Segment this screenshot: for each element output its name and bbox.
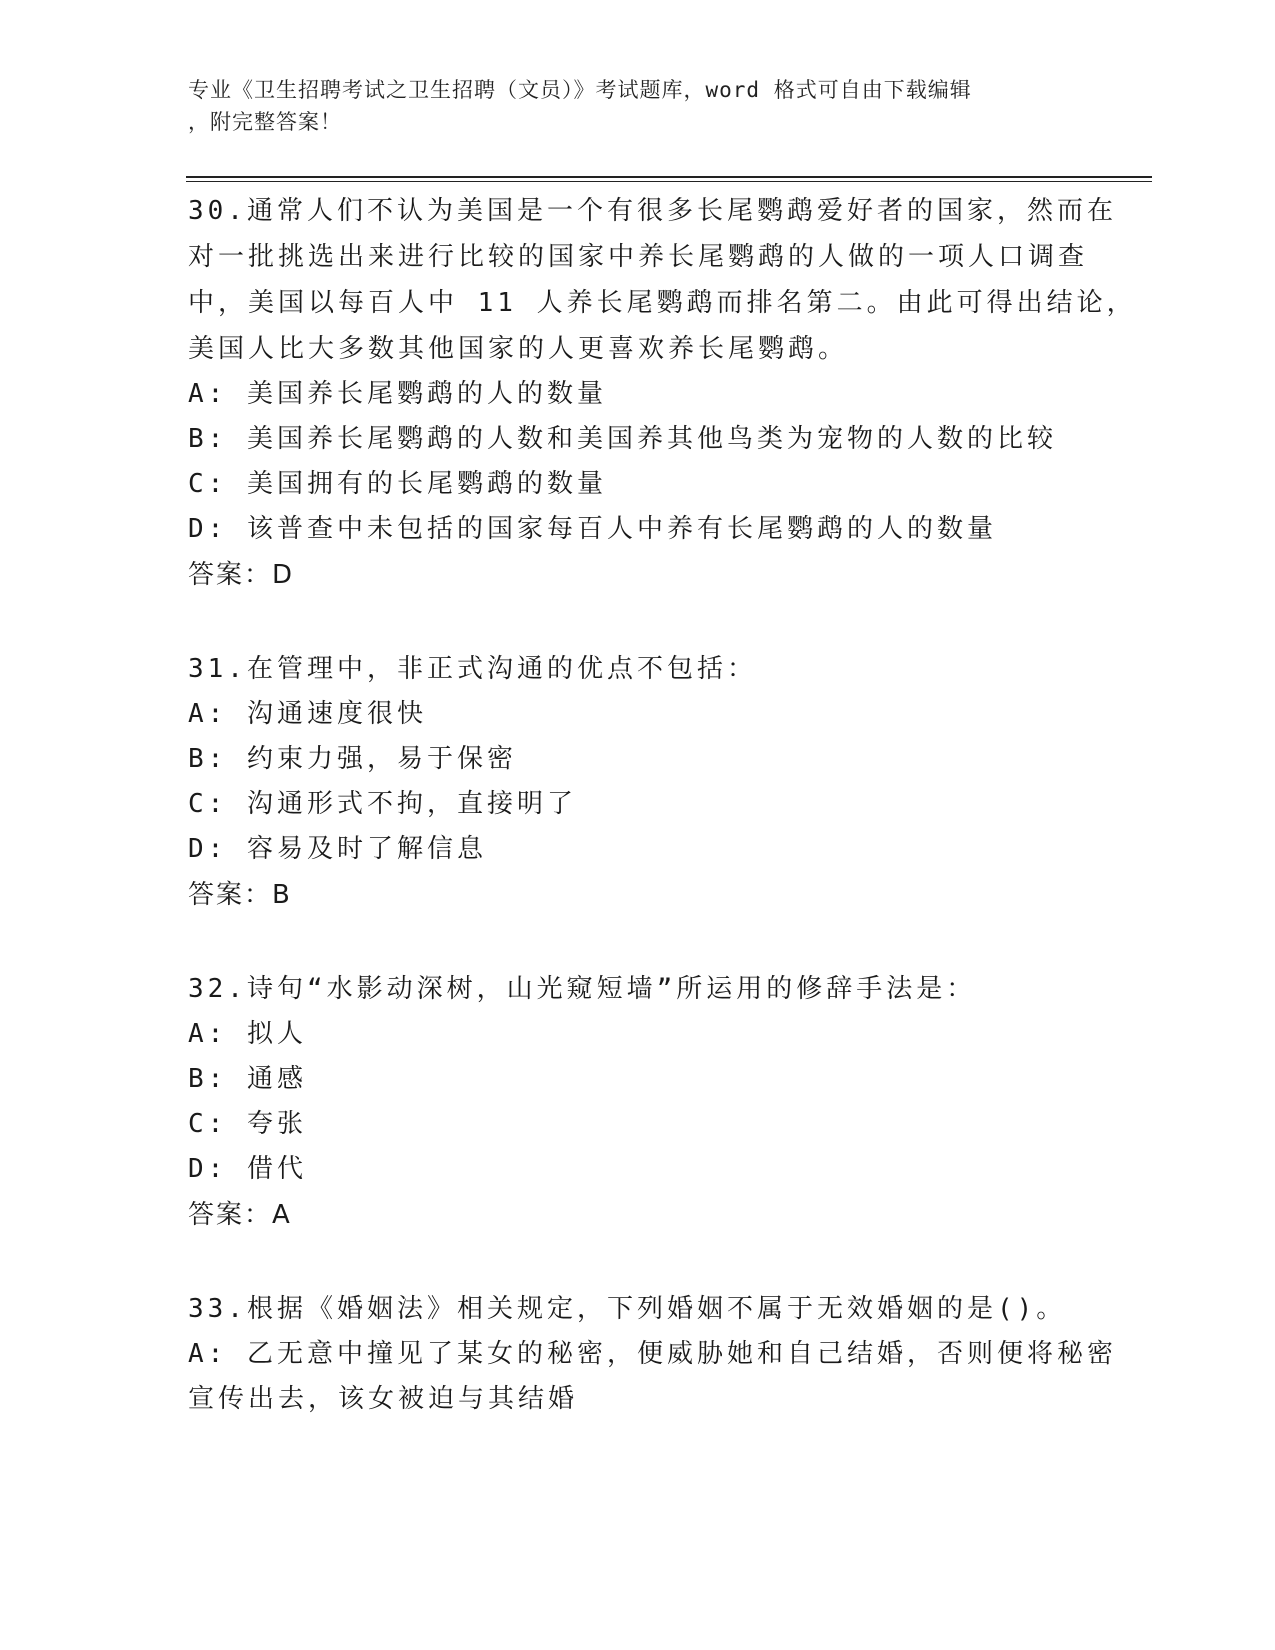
question-stem-line: 中，美国以每百人中 11 人养长尾鹦鹉而排名第二。由此可得出结论， <box>188 288 1137 318</box>
document-header <box>188 74 1068 138</box>
option-a-continued: 宣传出去，该女被迫与其结婚 <box>188 1384 579 1414</box>
option-a: A: 拟人 <box>188 1019 307 1049</box>
option-d: D: 借代 <box>188 1154 307 1184</box>
spacer <box>188 1238 1088 1286</box>
question-list <box>188 188 1137 1422</box>
question-stem-line: 美国人比大多数其他国家的人更喜欢养长尾鹦鹉。 <box>188 334 849 364</box>
question-30 <box>188 188 1137 598</box>
question-33 <box>188 1286 1117 1422</box>
option-c: C: 夸张 <box>188 1109 307 1139</box>
header-line-2: ，附完整答案！ <box>188 110 342 134</box>
question-stem-line: 32.诗句“水影动深树，山光窥短墙”所运用的修辞手法是： <box>188 974 977 1004</box>
answer-label: 答案：D <box>188 560 295 590</box>
question-32 <box>188 966 1088 1238</box>
header-divider-thin <box>186 181 1152 182</box>
option-d: D: 容易及时了解信息 <box>188 834 487 864</box>
answer-label: 答案：A <box>188 1200 292 1230</box>
question-stem-line: 33.根据《婚姻法》相关规定，下列婚姻不属于无效婚姻的是()。 <box>188 1294 1067 1324</box>
option-c: C: 美国拥有的长尾鹦鹉的数量 <box>188 469 607 499</box>
header-line-1: 专业《卫生招聘考试之卫生招聘（文员）》考试题库，word 格式可自由下载编辑 <box>188 78 972 102</box>
option-a: A: 沟通速度很快 <box>188 699 427 729</box>
option-a: A: 美国养长尾鹦鹉的人的数量 <box>188 379 607 409</box>
option-b: B: 美国养长尾鹦鹉的人数和美国养其他鸟类为宠物的人数的比较 <box>188 424 1057 454</box>
question-31 <box>188 646 1088 918</box>
option-b: B: 约束力强，易于保密 <box>188 744 517 774</box>
answer-label: 答案：B <box>188 880 292 910</box>
spacer <box>188 598 1088 646</box>
option-b: B: 通感 <box>188 1064 307 1094</box>
question-stem-line: 30.通常人们不认为美国是一个有很多长尾鹦鹉爱好者的国家，然而在 <box>188 196 1117 226</box>
question-stem-line: 对一批挑选出来进行比较的国家中养长尾鹦鹉的人做的一项人口调查 <box>188 242 1089 272</box>
option-c: C: 沟通形式不拘，直接明了 <box>188 789 577 819</box>
question-stem-line: 31.在管理中，非正式沟通的优点不包括： <box>188 654 757 684</box>
option-a: A: 乙无意中撞见了某女的秘密，便威胁她和自己结婚，否则便将秘密 <box>188 1339 1117 1369</box>
spacer <box>188 918 1088 966</box>
header-divider-thick <box>186 176 1152 178</box>
option-d: D: 该普查中未包括的国家每百人中养有长尾鹦鹉的人的数量 <box>188 514 997 544</box>
